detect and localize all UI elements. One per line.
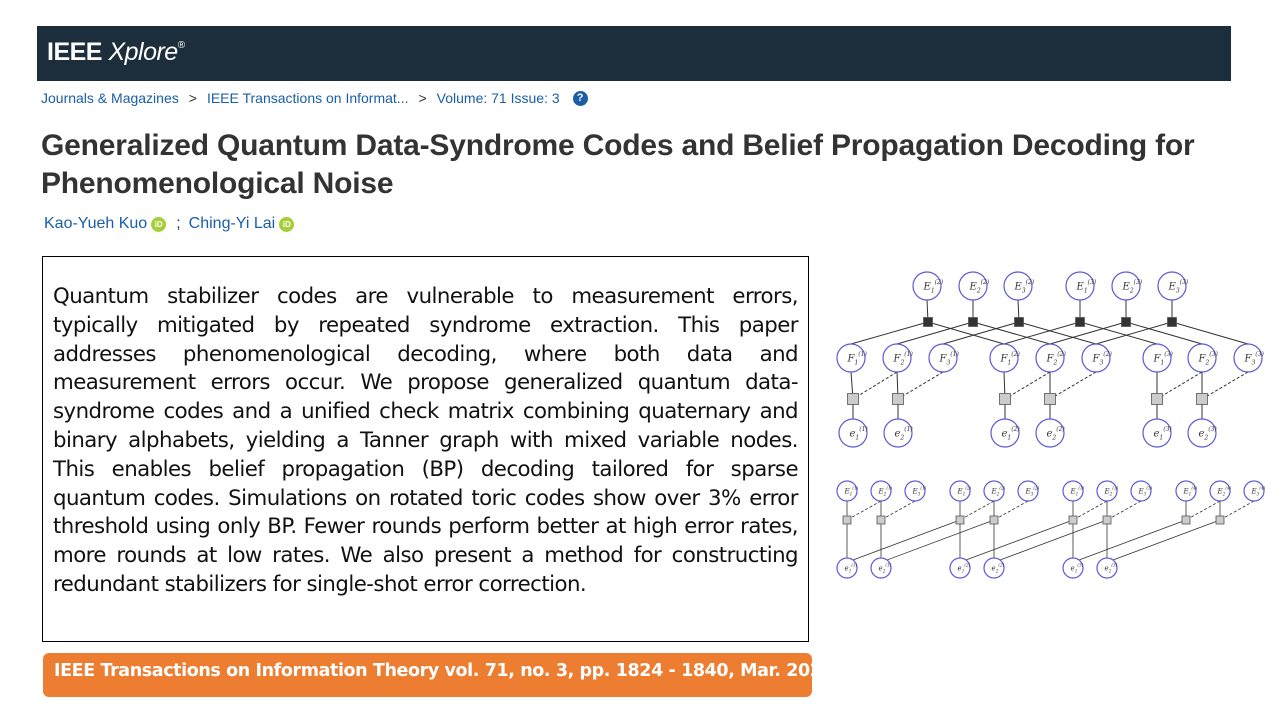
graph-edge	[1107, 501, 1141, 520]
graph-edge	[898, 372, 943, 399]
variable-node-label: $F_3^{(1)}$	[939, 351, 959, 367]
variable-node-label: $E_1^{(2)}$	[923, 279, 944, 295]
variable-node-label: $e_2^{(1)}$	[878, 562, 892, 574]
logo-bold-text: IEEE	[47, 38, 102, 66]
citation-text: IEEE Transactions on Information Theory vol. 71, no. 3, pp. 1824 - 1840, Mar. 2025.	[54, 661, 840, 681]
graph-edge	[1050, 372, 1096, 399]
graph-edge	[928, 322, 1004, 344]
check-node	[1015, 318, 1024, 327]
variable-node-label: $E_3^{(3)}$	[1138, 485, 1153, 497]
variable-node-label: $E_2^{(4)}$	[1217, 485, 1232, 497]
variable-node-label: $E_2^{(2)}$	[991, 485, 1006, 497]
variable-node-label: $E_1^{(1)}$	[844, 485, 859, 497]
variable-node-label: $e_2^{(3)}$	[1104, 562, 1118, 574]
variable-node-label: $E_1^{(4)}$	[1183, 485, 1198, 497]
check-node	[1182, 516, 1190, 524]
graph-edge	[966, 520, 1073, 560]
tanner-graph-figure	[830, 262, 1270, 592]
ieee-xplore-header	[37, 26, 1231, 81]
graph-edge	[1050, 322, 1126, 344]
graph-edge	[1220, 501, 1254, 520]
orcid-icon[interactable]: iD	[151, 217, 166, 232]
graph-edge	[1000, 520, 1107, 560]
paper-title: Generalized Quantum Data-Syndrome Codes and Belief Propagation Decoding for Phenomenological Noise	[41, 129, 1195, 200]
graph-edge	[1080, 322, 1157, 344]
variable-node-label: $E_3^{(2)}$	[1025, 485, 1040, 497]
variable-node-label: $E_2^{(2)}$	[969, 279, 990, 295]
author-link[interactable]: Ching-Yi Lai	[188, 215, 276, 232]
variable-node-label: $F_2^{(1)}$	[893, 351, 913, 367]
graph-edge	[851, 322, 928, 344]
graph-edge	[994, 501, 1028, 520]
check-node	[843, 516, 851, 524]
graph-edge	[1172, 322, 1248, 344]
variable-node-label: $E_2^{(3)}$	[1122, 279, 1143, 295]
graph-edge	[853, 372, 897, 399]
graph-edge	[887, 520, 994, 560]
variable-node-label: $e_1^{(3)}$	[1153, 426, 1172, 442]
variable-node-label: $E_3^{(3)}$	[1168, 279, 1189, 295]
check-node	[877, 516, 885, 524]
graph-edge	[973, 322, 1050, 344]
check-node	[1103, 516, 1111, 524]
variable-node-label: $E_1^{(3)}$	[1076, 279, 1097, 295]
logo-registered-mark: ®	[177, 40, 185, 51]
variable-node-label: $F_1^{(3)}$	[1153, 351, 1173, 367]
check-node	[1122, 318, 1131, 327]
variable-node-label: $E_1^{(2)}$	[957, 485, 972, 497]
citation-banner	[43, 653, 840, 697]
variable-node-label: $e_2^{(1)}$	[894, 426, 913, 442]
variable-node-label: $F_2^{(2)}$	[1046, 351, 1066, 367]
orcid-icon[interactable]: iD	[279, 217, 294, 232]
graph-edge	[1126, 322, 1202, 344]
variable-node-label: $e_2^{(2)}$	[991, 562, 1005, 574]
variable-node-label: $E_3^{(1)}$	[912, 485, 927, 497]
variable-node-label: $e_1^{(1)}$	[849, 426, 868, 442]
graph-edge	[1079, 520, 1186, 560]
graph-edge	[1005, 372, 1050, 399]
variable-node-label: $e_1^{(3)}$	[1070, 562, 1084, 574]
variable-node-label: $e_1^{(2)}$	[1001, 426, 1020, 442]
graph-edge	[897, 322, 973, 344]
breadcrumb	[41, 90, 588, 106]
variable-node-label: $E_1^{(3)}$	[1070, 485, 1085, 497]
check-node	[848, 394, 859, 405]
check-node	[1045, 394, 1056, 405]
variable-node-label: $E_2^{(1)}$	[878, 485, 893, 497]
check-node	[924, 318, 933, 327]
graph-edge	[881, 501, 915, 520]
check-node	[1069, 516, 1077, 524]
variable-node-label: $e_1^{(1)}$	[844, 562, 858, 574]
author-list	[44, 215, 294, 233]
variable-node-label: $E_2^{(3)}$	[1104, 485, 1119, 497]
check-node	[1197, 394, 1208, 405]
check-node	[1216, 516, 1224, 524]
abstract-box	[42, 256, 809, 642]
logo-italic-text: Xplore	[108, 38, 178, 66]
graph-edge	[1202, 372, 1248, 399]
variable-node-label: $E_3^{(4)}$	[1251, 485, 1266, 497]
check-node	[1076, 318, 1085, 327]
author-link[interactable]: Kao-Yueh Kuo	[44, 215, 148, 232]
graph-edge	[847, 501, 881, 520]
check-node	[1152, 394, 1163, 405]
graph-edge	[1186, 501, 1220, 520]
variable-node-label: $E_3^{(2)}$	[1014, 279, 1035, 295]
graph-edge	[1073, 501, 1107, 520]
graph-edge	[960, 501, 994, 520]
variable-node-label: $F_2^{(3)}$	[1198, 351, 1218, 367]
variable-node-label: $F_3^{(2)}$	[1092, 351, 1112, 367]
check-node	[990, 516, 998, 524]
author-separator: ;	[176, 215, 181, 232]
graph-edge	[1113, 520, 1220, 560]
variable-node-label: $e_1^{(2)}$	[957, 562, 971, 574]
variable-node-label: $F_1^{(1)}$	[847, 351, 867, 367]
check-node	[1000, 394, 1011, 405]
abstract-text: Quantum stabilizer codes are vulnerable to measurement errors, typically mitigated by repeated syndrome extraction. This paper addresses phenomenological decoding, where both data and measurement errors occur. We propose generalized quantum data-syndrome codes and a unified check matrix combining quaternary and binary alphabets, yielding a Tanner graph with mixed variable nodes. This enables belief propagation (BP) decoding tailored for sparse quantum codes. Simulations on rotated toric codes show over 3% error threshold using only BP. Fewer rounds perform better at high error rates, more rounds at low rates. We also present a method for constructing redundant stabilizers for single-shot error correction.	[53, 284, 798, 597]
graph-edge	[943, 322, 1019, 344]
graph-edge	[1096, 322, 1172, 344]
breadcrumb-separator: >	[188, 90, 197, 106]
check-node	[893, 394, 904, 405]
check-node	[956, 516, 964, 524]
graph-edge	[1157, 372, 1202, 399]
check-node	[969, 318, 978, 327]
ieee-xplore-logo[interactable]	[47, 38, 185, 67]
variable-node-label: $F_1^{(2)}$	[1000, 351, 1020, 367]
variable-node-label: $e_2^{(3)}$	[1198, 426, 1217, 442]
breadcrumb-separator: >	[418, 90, 427, 106]
variable-node-label: $F_3^{(3)}$	[1244, 351, 1264, 367]
graph-edge	[853, 520, 960, 560]
variable-node-label: $e_2^{(2)}$	[1046, 426, 1065, 442]
help-icon[interactable]: ?	[573, 91, 588, 106]
breadcrumb-volume[interactable]: Volume: 71 Issue: 3	[436, 90, 560, 106]
check-node	[1168, 318, 1177, 327]
breadcrumb-journals[interactable]: Journals & Magazines	[41, 90, 179, 106]
breadcrumb-publication[interactable]: IEEE Transactions on Informat...	[206, 90, 409, 106]
